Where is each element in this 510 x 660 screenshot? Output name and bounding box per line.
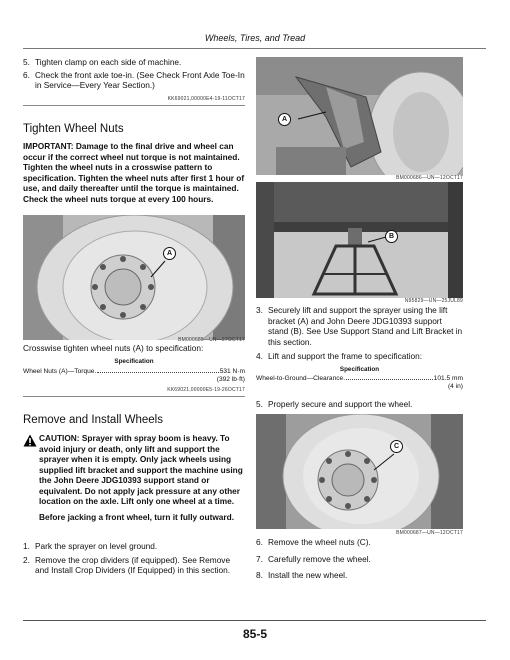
- wheel-hub-photo: [23, 215, 245, 340]
- important-notice: [23, 141, 245, 204]
- photo-reference: BM000686—UN—12OCT17: [396, 175, 463, 181]
- header-rule: [23, 48, 486, 49]
- wheel-nuts-photo: [256, 414, 463, 529]
- spec-label: Wheel-to-Ground—Clearance.: [256, 375, 346, 382]
- wheel-steps: [256, 537, 463, 581]
- reference-code: KK69021,00000E4-19-11OCT17: [167, 96, 245, 102]
- torque-caption: Crosswise tighten wheel nuts (A) to specification:: [23, 343, 204, 353]
- spec-heading: Specification: [114, 358, 154, 365]
- wheel-hub-illustration: [23, 215, 245, 340]
- list-item: 1. Park the sprayer on level ground.: [23, 541, 158, 551]
- caution-paragraph: [23, 433, 245, 507]
- spec-heading: Specification: [339, 366, 380, 373]
- support-stand-photo: [256, 182, 463, 298]
- caution-block: [23, 433, 245, 522]
- callout-a: A: [278, 113, 291, 126]
- spec-alt-value: (4 in): [447, 383, 463, 390]
- section-heading-tighten: Tighten Wheel Nuts: [23, 123, 124, 135]
- before-jacking-note: Before jacking a front wheel, turn it fully outward.: [39, 511, 234, 522]
- spec-label: Wheel Nuts (A)—Torque.: [23, 368, 97, 375]
- wheel-nuts-illustration: [256, 414, 463, 529]
- list-item: 3. Securely lift and support the sprayer using the lift bracket (A) and John Deere JDG10393 support stand (B). See Use Support Stand and Lift Bracket in this section.: [256, 305, 463, 347]
- reference-code: KK69021,00000E5-19-26OCT17: [167, 387, 245, 393]
- section-divider: [23, 105, 245, 106]
- list-item: 5. Properly secure and support the wheel.: [256, 399, 413, 409]
- photo-reference: BM000687—UN—12OCT17: [396, 530, 463, 536]
- spec-row-clearance: [256, 375, 463, 382]
- intro-steps: [23, 57, 245, 91]
- photo-reference: BM000685—UN—27OCT17: [178, 337, 245, 343]
- warning-triangle-icon: [23, 434, 37, 447]
- remove-steps: [23, 541, 245, 576]
- section-divider: [23, 396, 245, 397]
- list-item: 8. Install the new wheel.: [256, 570, 348, 580]
- spec-row-torque: [23, 368, 245, 375]
- lift-steps: [256, 305, 463, 362]
- list-item: 7. Carefully remove the wheel.: [256, 553, 371, 564]
- page-number: 85-5: [242, 627, 268, 641]
- spec-value: 531 N·m: [219, 368, 245, 375]
- lift-bracket-photo: [256, 57, 463, 175]
- spec-alt-value: (392 lb·ft): [216, 376, 245, 383]
- list-item: 6. Remove the wheel nuts (C).: [256, 537, 371, 547]
- footer-rule: [23, 620, 486, 621]
- support-stand-illustration: [256, 182, 463, 298]
- list-item: 2. Remove the crop dividers (if equipped). See Remove and Install Crop Dividers (If Equipped) in this section.: [23, 554, 231, 575]
- caution-text: Sprayer with spray boom is heavy. To avoid injury or death, only lift and support the sprayer when it is empty. Only jack wheels using supplied lift bracket and support the machine using the John Deere JDG10393 support stand or equivalent. Do not apply jack pressure at any other location on the axle. Lift only one wheel at a time.: [39, 433, 243, 506]
- list-item: 6. Check the front axle toe-in. (See Check Front Axle Toe-In in Service—Every Year Section.): [23, 69, 245, 90]
- important-label: IMPORTANT:: [23, 141, 74, 151]
- callout-b: B: [385, 230, 398, 243]
- spec-value: 101.5 mm: [433, 375, 463, 382]
- important-text: Damage to the final drive and wheel can occur if the correct wheel nut torque is not maintained. Tighten the wheel nuts in a crosswise pattern to specification. Tighten the wheel nuts after first 1 hour of use, and daily thereafter until the torque is maintained. Check the wheel nuts torque at every 100 hours.: [23, 141, 245, 204]
- photo-reference: N95829—UN—25JUL89: [404, 298, 463, 304]
- page-header-title: Wheels, Tires, and Tread: [204, 33, 306, 43]
- leader-dots: [97, 372, 218, 373]
- list-item: 4. Lift and support the frame to specification:: [256, 351, 423, 361]
- section-heading-remove: Remove and Install Wheels: [23, 414, 163, 426]
- callout-c: C: [390, 440, 403, 453]
- leader-dots: [346, 379, 433, 380]
- callout-a: A: [163, 247, 176, 260]
- list-item: 5. Tighten clamp on each side of machine.: [23, 57, 182, 67]
- caution-label: CAUTION:: [39, 433, 80, 443]
